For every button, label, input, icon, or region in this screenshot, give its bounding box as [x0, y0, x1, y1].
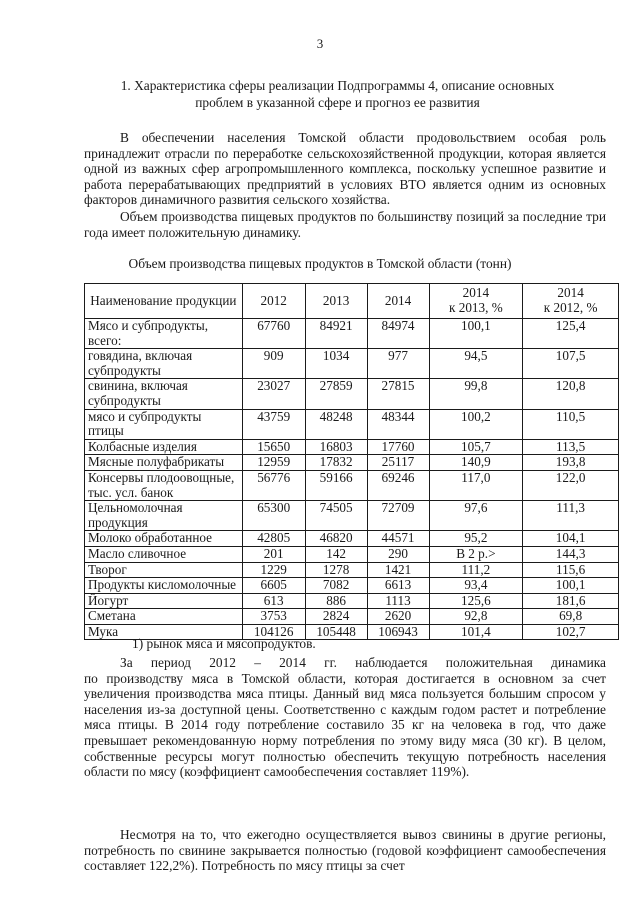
value-cell-vs2012: 115,6 — [523, 562, 619, 578]
value-cell-vs2012: 125,4 — [523, 319, 619, 349]
table-row — [85, 609, 619, 625]
value-cell-y2013: 1278 — [305, 562, 367, 578]
pork-paragraph: Несмотря на то, что ежегодно осуществляется вывоз свинины в другие регионы, потребность по свинине закрывается полностью (годовой коэффициент самообеспечения составляет 122,2%). Потребность по мясу птицы за счет — [84, 827, 606, 874]
product-name-cell: Масло сливочное — [85, 546, 243, 562]
value-cell-y2014: 27815 — [367, 379, 429, 409]
value-cell-vs2013: 95,2 — [429, 531, 523, 547]
value-cell-y2014: 1421 — [367, 562, 429, 578]
value-cell-y2014: 17760 — [367, 439, 429, 455]
value-cell-y2013: 16803 — [305, 439, 367, 455]
header-2014: 2014 — [367, 284, 429, 319]
value-cell-y2012: 67760 — [242, 319, 305, 349]
product-name-cell: Творог — [85, 562, 243, 578]
value-cell-y2014: 72709 — [367, 501, 429, 531]
value-cell-vs2013: 125,6 — [429, 593, 523, 609]
table-row — [85, 349, 619, 379]
table-row — [85, 455, 619, 471]
table-row — [85, 439, 619, 455]
value-cell-vs2012: 110,5 — [523, 409, 619, 439]
value-cell-y2012: 909 — [242, 349, 305, 379]
value-cell-vs2013: 94,5 — [429, 349, 523, 379]
product-name-cell: свинина, включая субпродукты — [85, 379, 243, 409]
value-cell-y2013: 886 — [305, 593, 367, 609]
table-row — [85, 593, 619, 609]
value-cell-y2013: 27859 — [305, 379, 367, 409]
value-cell-y2012: 56776 — [242, 470, 305, 500]
value-cell-y2012: 104126 — [242, 624, 305, 640]
value-cell-y2012: 23027 — [242, 379, 305, 409]
product-name-cell: Молоко обработанное — [85, 531, 243, 547]
product-name-cell: мясо и субпродукты птицы — [85, 409, 243, 439]
value-cell-vs2013: 100,1 — [429, 319, 523, 349]
value-cell-vs2012: 107,5 — [523, 349, 619, 379]
value-cell-y2012: 65300 — [242, 501, 305, 531]
value-cell-y2014: 290 — [367, 546, 429, 562]
value-cell-y2013: 7082 — [305, 578, 367, 594]
value-cell-vs2013: 92,8 — [429, 609, 523, 625]
value-cell-vs2013: 97,6 — [429, 501, 523, 531]
value-cell-vs2012: 122,0 — [523, 470, 619, 500]
value-cell-vs2012: 69,8 — [523, 609, 619, 625]
value-cell-vs2013: 105,7 — [429, 439, 523, 455]
value-cell-vs2013: В 2 р.> — [429, 546, 523, 562]
table-row — [85, 409, 619, 439]
value-cell-y2013: 59166 — [305, 470, 367, 500]
table-header-row — [85, 284, 619, 319]
production-table — [84, 283, 619, 640]
value-cell-y2013: 17832 — [305, 455, 367, 471]
value-cell-y2013: 48248 — [305, 409, 367, 439]
product-name-cell: Мясные полуфабрикаты — [85, 455, 243, 471]
product-name-cell: Сметана — [85, 609, 243, 625]
table-row — [85, 319, 619, 349]
product-name-cell: Колбасные изделия — [85, 439, 243, 455]
intro-paragraph-1: В обеспечении населения Томской области продовольствием особая роль принадлежит отрасли по переработке сельскохозяйственной продукции, которая является одной из важных сфер агропромышленного комплекса, поскольку успешное развитие и работа перерабатывающих предприятий в условиях ВТО является одним из основных факторов динамичного развития сельского хозяйства. — [84, 130, 606, 208]
table-row — [85, 470, 619, 500]
product-name-cell: Цельномолочная продукция — [85, 501, 243, 531]
table-row — [85, 379, 619, 409]
value-cell-y2014: 6613 — [367, 578, 429, 594]
header-2014-vs-2012: 2014 к 2012, % — [523, 284, 619, 319]
value-cell-y2014: 69246 — [367, 470, 429, 500]
value-cell-y2012: 201 — [242, 546, 305, 562]
value-cell-y2012: 12959 — [242, 455, 305, 471]
section-heading — [95, 77, 580, 111]
value-cell-vs2012: 144,3 — [523, 546, 619, 562]
table-caption: Объем производства пищевых продуктов в Томской области (тонн) — [128, 256, 512, 271]
meat-market-first-line: За период 2012 – 2014 гг. наблюдается положительная динамика — [120, 655, 606, 670]
value-cell-vs2013: 101,4 — [429, 624, 523, 640]
value-cell-y2012: 1229 — [242, 562, 305, 578]
table-row — [85, 562, 619, 578]
value-cell-y2014: 2620 — [367, 609, 429, 625]
value-cell-y2013: 2824 — [305, 609, 367, 625]
table-row — [85, 531, 619, 547]
value-cell-vs2012: 100,1 — [523, 578, 619, 594]
value-cell-vs2012: 111,3 — [523, 501, 619, 531]
value-cell-y2014: 977 — [367, 349, 429, 379]
value-cell-y2012: 42805 — [242, 531, 305, 547]
value-cell-y2014: 44571 — [367, 531, 429, 547]
value-cell-y2013: 142 — [305, 546, 367, 562]
header-2012: 2012 — [242, 284, 305, 319]
product-name-cell: говядина, включая субпродукты — [85, 349, 243, 379]
value-cell-vs2012: 181,6 — [523, 593, 619, 609]
table-row — [85, 546, 619, 562]
section-heading-line-2: проблем в указанной сфере и прогноз ее развития — [195, 95, 480, 110]
value-cell-y2013: 74505 — [305, 501, 367, 531]
value-cell-y2012: 6605 — [242, 578, 305, 594]
value-cell-y2014: 1113 — [367, 593, 429, 609]
table-row — [85, 501, 619, 531]
value-cell-vs2013: 140,9 — [429, 455, 523, 471]
product-name-cell: Мясо и субпродукты, всего: — [85, 319, 243, 349]
section-heading-line-1: 1. Характеристика сферы реализации Подпрограммы 4, описание основных — [120, 78, 555, 93]
page-number: 3 — [316, 36, 324, 51]
value-cell-vs2013: 111,2 — [429, 562, 523, 578]
product-name-cell: Продукты кисломолочные — [85, 578, 243, 594]
product-name-cell: Консервы плодоовощные, тыс. усл. банок — [85, 470, 243, 500]
value-cell-y2013: 1034 — [305, 349, 367, 379]
value-cell-y2012: 43759 — [242, 409, 305, 439]
table-row — [85, 578, 619, 594]
value-cell-y2013: 46820 — [305, 531, 367, 547]
product-name-cell: Мука — [85, 624, 243, 640]
value-cell-y2014: 84974 — [367, 319, 429, 349]
value-cell-vs2013: 117,0 — [429, 470, 523, 500]
header-product-name: Наименование продукции — [85, 284, 243, 319]
value-cell-y2013: 84921 — [305, 319, 367, 349]
value-cell-y2014: 48344 — [367, 409, 429, 439]
value-cell-y2014: 25117 — [367, 455, 429, 471]
value-cell-vs2012: 120,8 — [523, 379, 619, 409]
value-cell-vs2013: 99,8 — [429, 379, 523, 409]
value-cell-vs2013: 93,4 — [429, 578, 523, 594]
value-cell-vs2013: 100,2 — [429, 409, 523, 439]
value-cell-y2012: 613 — [242, 593, 305, 609]
value-cell-y2012: 15650 — [242, 439, 305, 455]
value-cell-vs2012: 193,8 — [523, 455, 619, 471]
product-name-cell: Йогурт — [85, 593, 243, 609]
market-item-heading: 1) рынок мяса и мясопродуктов. — [132, 636, 316, 651]
value-cell-y2012: 3753 — [242, 609, 305, 625]
header-2013: 2013 — [305, 284, 367, 319]
intro-paragraph-2: Объем производства пищевых продуктов по большинству позиций за последние три года имеет положительную динамику. — [84, 209, 606, 240]
header-2014-vs-2013: 2014 к 2013, % — [429, 284, 523, 319]
meat-market-paragraph — [84, 655, 606, 780]
meat-market-text: по производству мяса в Томской области, которая достигается в основном за счет увеличения производства мяса птицы. Данный вид мяса пользуется большим спросом у населения из-за доступной цены. Соответственно с каждым годом растет и потребление мяса птицы. В 2014 году потребление составило 35 кг на человека в год, что даже превышает рекомендованную норму потребления по этому виду мяса (30 кг). В целом, собственные ресурсы могут полностью обеспечить текущую потребность населения области по мясу (коэффициент самообеспечения составляет 119%). — [84, 670, 606, 780]
value-cell-y2013: 105448 — [305, 624, 367, 640]
value-cell-vs2012: 102,7 — [523, 624, 619, 640]
value-cell-y2014: 106943 — [367, 624, 429, 640]
value-cell-vs2012: 104,1 — [523, 531, 619, 547]
value-cell-vs2012: 113,5 — [523, 439, 619, 455]
